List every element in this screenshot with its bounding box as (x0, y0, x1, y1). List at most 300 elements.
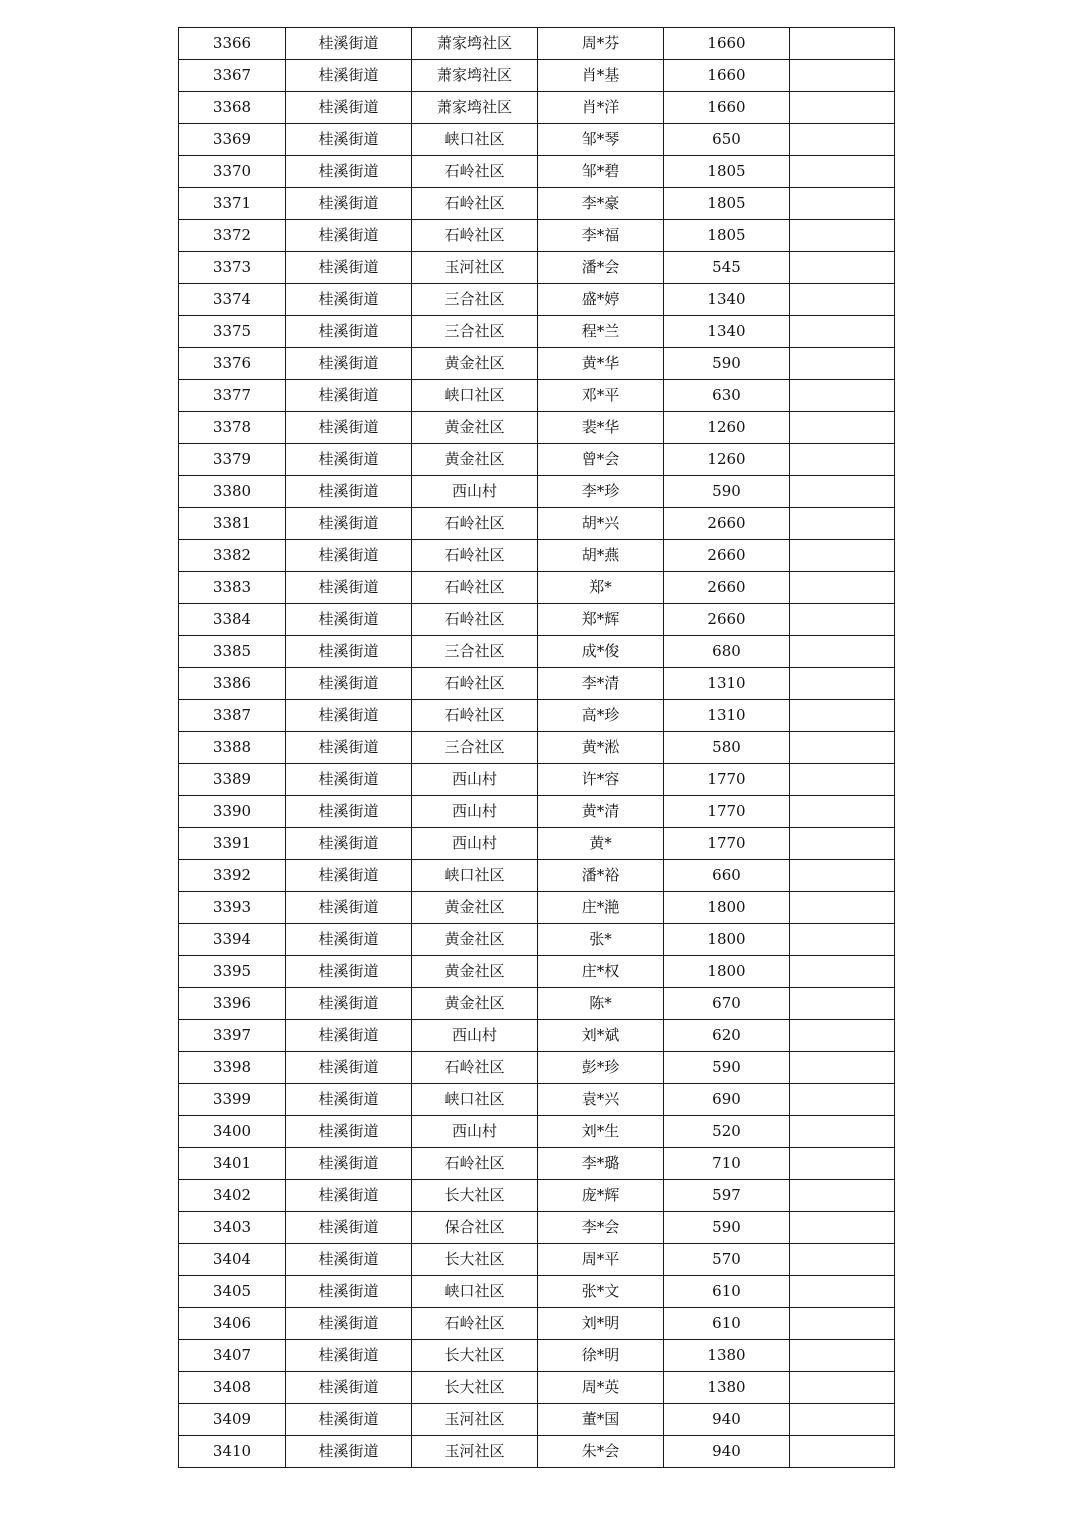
note-cell (790, 668, 895, 700)
street-cell: 桂溪街道 (286, 1244, 412, 1276)
row-number-cell: 3383 (179, 572, 286, 604)
community-cell: 峡口社区 (412, 1084, 538, 1116)
note-cell (790, 412, 895, 444)
table-row (179, 284, 895, 316)
table-row (179, 476, 895, 508)
name-cell: 陈* (538, 988, 664, 1020)
street-cell: 桂溪街道 (286, 1404, 412, 1436)
row-number-cell: 3385 (179, 636, 286, 668)
street-cell: 桂溪街道 (286, 1308, 412, 1340)
community-cell: 石岭社区 (412, 1148, 538, 1180)
name-cell: 周*平 (538, 1244, 664, 1276)
note-cell (790, 892, 895, 924)
row-number-cell: 3371 (179, 188, 286, 220)
street-cell: 桂溪街道 (286, 508, 412, 540)
row-number-cell: 3369 (179, 124, 286, 156)
row-number-cell: 3374 (179, 284, 286, 316)
community-cell: 长大社区 (412, 1180, 538, 1212)
community-cell: 西山村 (412, 476, 538, 508)
row-number-cell: 3396 (179, 988, 286, 1020)
name-cell: 程*兰 (538, 316, 664, 348)
row-number-cell: 3370 (179, 156, 286, 188)
street-cell: 桂溪街道 (286, 252, 412, 284)
street-cell: 桂溪街道 (286, 316, 412, 348)
name-cell: 黄* (538, 828, 664, 860)
table-row (179, 636, 895, 668)
community-cell: 石岭社区 (412, 188, 538, 220)
amount-cell: 1800 (664, 956, 790, 988)
name-cell: 李*福 (538, 220, 664, 252)
row-number-cell: 3384 (179, 604, 286, 636)
note-cell (790, 732, 895, 764)
table-row (179, 572, 895, 604)
name-cell: 邹*碧 (538, 156, 664, 188)
table-row (179, 732, 895, 764)
row-number-cell: 3372 (179, 220, 286, 252)
street-cell: 桂溪街道 (286, 572, 412, 604)
street-cell: 桂溪街道 (286, 444, 412, 476)
table-row (179, 796, 895, 828)
row-number-cell: 3378 (179, 412, 286, 444)
table-row (179, 1148, 895, 1180)
community-cell: 玉河社区 (412, 1436, 538, 1468)
amount-cell: 1770 (664, 796, 790, 828)
street-cell: 桂溪街道 (286, 1436, 412, 1468)
note-cell (790, 1084, 895, 1116)
name-cell: 邓*平 (538, 380, 664, 412)
table-row (179, 508, 895, 540)
street-cell: 桂溪街道 (286, 860, 412, 892)
community-cell: 黄金社区 (412, 892, 538, 924)
community-cell: 萧家塆社区 (412, 92, 538, 124)
note-cell (790, 636, 895, 668)
street-cell: 桂溪街道 (286, 796, 412, 828)
row-number-cell: 3406 (179, 1308, 286, 1340)
amount-cell: 940 (664, 1404, 790, 1436)
row-number-cell: 3366 (179, 28, 286, 60)
community-cell: 长大社区 (412, 1372, 538, 1404)
row-number-cell: 3400 (179, 1116, 286, 1148)
table-row (179, 700, 895, 732)
street-cell: 桂溪街道 (286, 284, 412, 316)
note-cell (790, 796, 895, 828)
note-cell (790, 92, 895, 124)
community-cell: 萧家塆社区 (412, 28, 538, 60)
amount-cell: 940 (664, 1436, 790, 1468)
street-cell: 桂溪街道 (286, 1340, 412, 1372)
amount-cell: 1805 (664, 188, 790, 220)
note-cell (790, 508, 895, 540)
name-cell: 盛*婷 (538, 284, 664, 316)
amount-cell: 580 (664, 732, 790, 764)
row-number-cell: 3401 (179, 1148, 286, 1180)
row-number-cell: 3397 (179, 1020, 286, 1052)
amount-cell: 610 (664, 1276, 790, 1308)
table-row (179, 124, 895, 156)
amount-cell: 1805 (664, 220, 790, 252)
table-row (179, 540, 895, 572)
row-number-cell: 3408 (179, 1372, 286, 1404)
community-cell: 峡口社区 (412, 1276, 538, 1308)
name-cell: 曾*会 (538, 444, 664, 476)
community-cell: 石岭社区 (412, 156, 538, 188)
row-number-cell: 3403 (179, 1212, 286, 1244)
note-cell (790, 252, 895, 284)
street-cell: 桂溪街道 (286, 668, 412, 700)
note-cell (790, 1404, 895, 1436)
note-cell (790, 156, 895, 188)
name-cell: 朱*会 (538, 1436, 664, 1468)
amount-cell: 1805 (664, 156, 790, 188)
community-cell: 长大社区 (412, 1340, 538, 1372)
row-number-cell: 3377 (179, 380, 286, 412)
name-cell: 庄*权 (538, 956, 664, 988)
table-row (179, 156, 895, 188)
name-cell: 裴*华 (538, 412, 664, 444)
table-row (179, 1180, 895, 1212)
table-row (179, 1372, 895, 1404)
community-cell: 保合社区 (412, 1212, 538, 1244)
community-cell: 三合社区 (412, 284, 538, 316)
row-number-cell: 3399 (179, 1084, 286, 1116)
street-cell: 桂溪街道 (286, 188, 412, 220)
community-cell: 三合社区 (412, 316, 538, 348)
name-cell: 许*容 (538, 764, 664, 796)
row-number-cell: 3375 (179, 316, 286, 348)
note-cell (790, 540, 895, 572)
amount-cell: 1800 (664, 892, 790, 924)
note-cell (790, 1116, 895, 1148)
table-row (179, 316, 895, 348)
row-number-cell: 3373 (179, 252, 286, 284)
note-cell (790, 1436, 895, 1468)
community-cell: 黄金社区 (412, 348, 538, 380)
row-number-cell: 3395 (179, 956, 286, 988)
street-cell: 桂溪街道 (286, 156, 412, 188)
name-cell: 邹*琴 (538, 124, 664, 156)
amount-cell: 1770 (664, 828, 790, 860)
amount-cell: 2660 (664, 604, 790, 636)
community-cell: 黄金社区 (412, 988, 538, 1020)
community-cell: 萧家塆社区 (412, 60, 538, 92)
row-number-cell: 3388 (179, 732, 286, 764)
community-cell: 石岭社区 (412, 1052, 538, 1084)
amount-cell: 680 (664, 636, 790, 668)
community-cell: 长大社区 (412, 1244, 538, 1276)
table-row (179, 412, 895, 444)
name-cell: 周*英 (538, 1372, 664, 1404)
name-cell: 董*国 (538, 1404, 664, 1436)
street-cell: 桂溪街道 (286, 412, 412, 444)
note-cell (790, 828, 895, 860)
street-cell: 桂溪街道 (286, 1052, 412, 1084)
note-cell (790, 1276, 895, 1308)
street-cell: 桂溪街道 (286, 28, 412, 60)
community-cell: 峡口社区 (412, 380, 538, 412)
row-number-cell: 3367 (179, 60, 286, 92)
table-row (179, 604, 895, 636)
street-cell: 桂溪街道 (286, 700, 412, 732)
note-cell (790, 444, 895, 476)
row-number-cell: 3381 (179, 508, 286, 540)
table-row (179, 1212, 895, 1244)
table-row (179, 1340, 895, 1372)
name-cell: 李*豪 (538, 188, 664, 220)
amount-cell: 1380 (664, 1340, 790, 1372)
street-cell: 桂溪街道 (286, 1372, 412, 1404)
community-cell: 三合社区 (412, 636, 538, 668)
table-row (179, 1244, 895, 1276)
name-cell: 胡*兴 (538, 508, 664, 540)
row-number-cell: 3410 (179, 1436, 286, 1468)
community-cell: 石岭社区 (412, 508, 538, 540)
amount-cell: 1260 (664, 412, 790, 444)
name-cell: 庞*辉 (538, 1180, 664, 1212)
note-cell (790, 60, 895, 92)
street-cell: 桂溪街道 (286, 1212, 412, 1244)
note-cell (790, 124, 895, 156)
name-cell: 黄*清 (538, 796, 664, 828)
note-cell (790, 316, 895, 348)
community-cell: 三合社区 (412, 732, 538, 764)
name-cell: 李*会 (538, 1212, 664, 1244)
community-cell: 西山村 (412, 828, 538, 860)
row-number-cell: 3407 (179, 1340, 286, 1372)
table-row (179, 444, 895, 476)
community-cell: 石岭社区 (412, 604, 538, 636)
note-cell (790, 1244, 895, 1276)
amount-cell: 1310 (664, 668, 790, 700)
amount-cell: 1380 (664, 1372, 790, 1404)
table-row (179, 1084, 895, 1116)
community-cell: 峡口社区 (412, 860, 538, 892)
amount-cell: 520 (664, 1116, 790, 1148)
amount-cell: 690 (664, 1084, 790, 1116)
name-cell: 李*珍 (538, 476, 664, 508)
table-row (179, 924, 895, 956)
amount-cell: 590 (664, 1052, 790, 1084)
table-row (179, 668, 895, 700)
community-cell: 石岭社区 (412, 668, 538, 700)
note-cell (790, 1148, 895, 1180)
note-cell (790, 924, 895, 956)
note-cell (790, 572, 895, 604)
note-cell (790, 1020, 895, 1052)
note-cell (790, 220, 895, 252)
amount-cell: 610 (664, 1308, 790, 1340)
note-cell (790, 860, 895, 892)
name-cell: 胡*燕 (538, 540, 664, 572)
name-cell: 潘*裕 (538, 860, 664, 892)
community-cell: 黄金社区 (412, 444, 538, 476)
table-row (179, 1052, 895, 1084)
table-row (179, 764, 895, 796)
community-cell: 黄金社区 (412, 412, 538, 444)
street-cell: 桂溪街道 (286, 892, 412, 924)
name-cell: 庄*滟 (538, 892, 664, 924)
name-cell: 徐*明 (538, 1340, 664, 1372)
name-cell: 肖*基 (538, 60, 664, 92)
community-cell: 西山村 (412, 1020, 538, 1052)
name-cell: 刘*明 (538, 1308, 664, 1340)
row-number-cell: 3380 (179, 476, 286, 508)
note-cell (790, 1308, 895, 1340)
community-cell: 西山村 (412, 764, 538, 796)
roster-table-body (179, 28, 895, 1468)
row-number-cell: 3379 (179, 444, 286, 476)
table-row (179, 860, 895, 892)
note-cell (790, 476, 895, 508)
amount-cell: 1660 (664, 60, 790, 92)
table-row (179, 28, 895, 60)
street-cell: 桂溪街道 (286, 476, 412, 508)
note-cell (790, 604, 895, 636)
name-cell: 黄*华 (538, 348, 664, 380)
community-cell: 石岭社区 (412, 1308, 538, 1340)
street-cell: 桂溪街道 (286, 60, 412, 92)
amount-cell: 2660 (664, 508, 790, 540)
street-cell: 桂溪街道 (286, 348, 412, 380)
name-cell: 刘*生 (538, 1116, 664, 1148)
street-cell: 桂溪街道 (286, 956, 412, 988)
amount-cell: 1340 (664, 316, 790, 348)
name-cell: 黄*淞 (538, 732, 664, 764)
amount-cell: 1310 (664, 700, 790, 732)
amount-cell: 590 (664, 476, 790, 508)
street-cell: 桂溪街道 (286, 924, 412, 956)
name-cell: 周*芬 (538, 28, 664, 60)
note-cell (790, 188, 895, 220)
document-page (178, 27, 894, 1468)
row-number-cell: 3394 (179, 924, 286, 956)
street-cell: 桂溪街道 (286, 604, 412, 636)
name-cell: 郑* (538, 572, 664, 604)
street-cell: 桂溪街道 (286, 540, 412, 572)
note-cell (790, 284, 895, 316)
row-number-cell: 3402 (179, 1180, 286, 1212)
amount-cell: 1340 (664, 284, 790, 316)
name-cell: 潘*会 (538, 252, 664, 284)
note-cell (790, 956, 895, 988)
street-cell: 桂溪街道 (286, 988, 412, 1020)
community-cell: 石岭社区 (412, 572, 538, 604)
name-cell: 刘*斌 (538, 1020, 664, 1052)
community-cell: 西山村 (412, 1116, 538, 1148)
amount-cell: 710 (664, 1148, 790, 1180)
note-cell (790, 1052, 895, 1084)
note-cell (790, 1372, 895, 1404)
row-number-cell: 3405 (179, 1276, 286, 1308)
table-row (179, 892, 895, 924)
amount-cell: 590 (664, 348, 790, 380)
community-cell: 石岭社区 (412, 220, 538, 252)
name-cell: 张*文 (538, 1276, 664, 1308)
table-row (179, 220, 895, 252)
row-number-cell: 3409 (179, 1404, 286, 1436)
street-cell: 桂溪街道 (286, 732, 412, 764)
name-cell: 郑*辉 (538, 604, 664, 636)
street-cell: 桂溪街道 (286, 1020, 412, 1052)
note-cell (790, 1212, 895, 1244)
table-row (179, 956, 895, 988)
name-cell: 彭*珍 (538, 1052, 664, 1084)
amount-cell: 590 (664, 1212, 790, 1244)
amount-cell: 1800 (664, 924, 790, 956)
amount-cell: 1260 (664, 444, 790, 476)
row-number-cell: 3398 (179, 1052, 286, 1084)
note-cell (790, 380, 895, 412)
street-cell: 桂溪街道 (286, 1180, 412, 1212)
table-row (179, 1020, 895, 1052)
table-row (179, 1308, 895, 1340)
row-number-cell: 3404 (179, 1244, 286, 1276)
name-cell: 高*珍 (538, 700, 664, 732)
community-cell: 黄金社区 (412, 956, 538, 988)
street-cell: 桂溪街道 (286, 764, 412, 796)
amount-cell: 670 (664, 988, 790, 1020)
street-cell: 桂溪街道 (286, 220, 412, 252)
community-cell: 峡口社区 (412, 124, 538, 156)
row-number-cell: 3389 (179, 764, 286, 796)
name-cell: 李*清 (538, 668, 664, 700)
table-row (179, 252, 895, 284)
row-number-cell: 3368 (179, 92, 286, 124)
row-number-cell: 3390 (179, 796, 286, 828)
community-cell: 玉河社区 (412, 1404, 538, 1436)
table-row (179, 60, 895, 92)
row-number-cell: 3391 (179, 828, 286, 860)
street-cell: 桂溪街道 (286, 1116, 412, 1148)
street-cell: 桂溪街道 (286, 828, 412, 860)
table-row (179, 988, 895, 1020)
note-cell (790, 28, 895, 60)
table-row (179, 348, 895, 380)
street-cell: 桂溪街道 (286, 124, 412, 156)
table-row (179, 1436, 895, 1468)
roster-table (178, 27, 895, 1468)
amount-cell: 2660 (664, 572, 790, 604)
name-cell: 张* (538, 924, 664, 956)
amount-cell: 2660 (664, 540, 790, 572)
amount-cell: 650 (664, 124, 790, 156)
amount-cell: 597 (664, 1180, 790, 1212)
community-cell: 石岭社区 (412, 700, 538, 732)
community-cell: 黄金社区 (412, 924, 538, 956)
amount-cell: 570 (664, 1244, 790, 1276)
table-row (179, 828, 895, 860)
street-cell: 桂溪街道 (286, 1084, 412, 1116)
name-cell: 成*俊 (538, 636, 664, 668)
amount-cell: 620 (664, 1020, 790, 1052)
amount-cell: 630 (664, 380, 790, 412)
street-cell: 桂溪街道 (286, 92, 412, 124)
note-cell (790, 700, 895, 732)
note-cell (790, 988, 895, 1020)
amount-cell: 1660 (664, 92, 790, 124)
table-row (179, 1116, 895, 1148)
row-number-cell: 3392 (179, 860, 286, 892)
row-number-cell: 3393 (179, 892, 286, 924)
table-row (179, 92, 895, 124)
street-cell: 桂溪街道 (286, 1148, 412, 1180)
name-cell: 李*璐 (538, 1148, 664, 1180)
table-row (179, 1404, 895, 1436)
community-cell: 玉河社区 (412, 252, 538, 284)
amount-cell: 1660 (664, 28, 790, 60)
note-cell (790, 764, 895, 796)
street-cell: 桂溪街道 (286, 636, 412, 668)
row-number-cell: 3387 (179, 700, 286, 732)
